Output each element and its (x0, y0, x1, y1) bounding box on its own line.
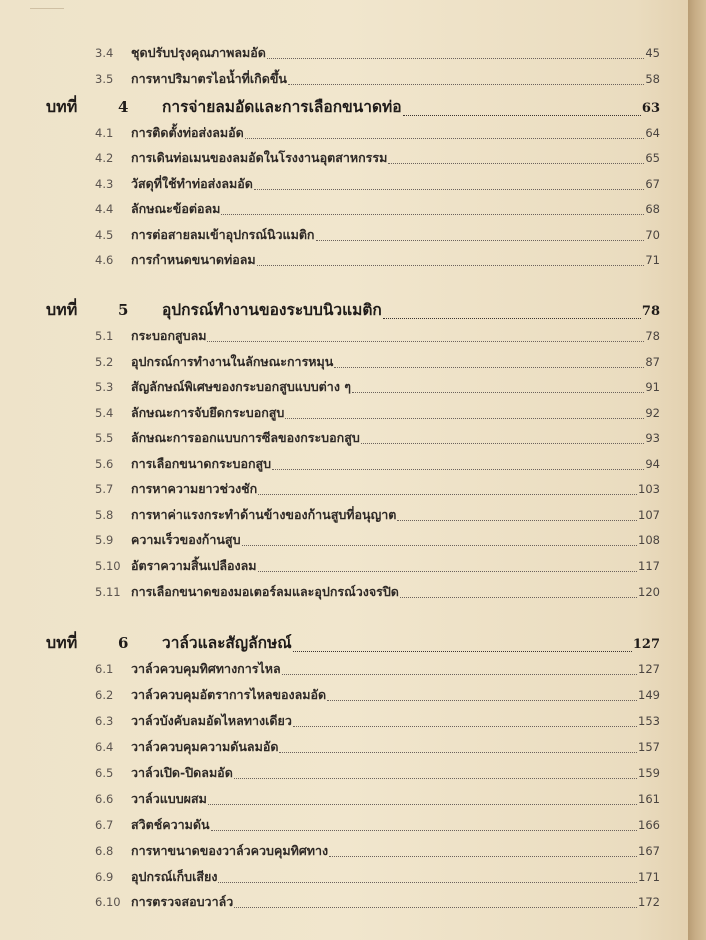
section-title: การติดตั้งท่อส่งลมอัด (131, 125, 244, 140)
page-number: 64 (645, 126, 660, 140)
leader-dots (242, 544, 638, 546)
page-number: 78 (641, 304, 660, 319)
section-title: อัตราความสิ้นเปลืองลม (131, 558, 257, 573)
section-number: 4.4 (95, 202, 114, 216)
leader-dots (288, 83, 644, 85)
leader-dots (208, 803, 637, 805)
leader-dots (293, 725, 637, 727)
toc-entry (95, 352, 660, 372)
page-number: 92 (645, 406, 660, 420)
section-title: วาล์วควบคุมอัตราการไหลของลมอัด (131, 687, 327, 702)
page-number: 108 (638, 533, 660, 547)
chapter-number: 4 (118, 98, 129, 116)
section-number: 5.3 (95, 380, 114, 394)
section-number: 4.1 (95, 126, 114, 140)
leader-dots (279, 751, 637, 753)
section-title: วัสดุที่ใช้ทำท่อส่งลมอัด (131, 176, 253, 191)
page-number: 93 (645, 431, 660, 445)
page-number: 166 (638, 818, 660, 832)
section-title: ลักษณะการออกแบบการซีลของกระบอกสูบ (131, 430, 360, 445)
section-number: 6.3 (95, 714, 114, 728)
section-number: 5.5 (95, 431, 114, 445)
page-number: 171 (638, 870, 660, 884)
toc-entry (95, 815, 660, 835)
chapter-heading (46, 94, 660, 120)
toc-entry (95, 123, 660, 143)
section-title: การเลือกขนาดของมอเตอร์ลมและอุปกรณ์วงจรปิด (131, 584, 399, 599)
leader-dots (218, 881, 637, 883)
section-title: การตรวจสอบวาล์ว (131, 894, 234, 909)
toc-entry (95, 763, 660, 783)
section-title: วาล์วควบคุมความดันลมอัด (131, 739, 279, 754)
top-rule (30, 8, 64, 9)
page-number: 45 (645, 46, 660, 60)
section-number: 5.6 (95, 457, 114, 471)
leader-dots (221, 213, 644, 215)
section-number: 6.4 (95, 740, 114, 754)
section-title: การต่อสายลมเข้าอุปกรณ์นิวแมติก (131, 227, 315, 242)
chapter-title: การจ่ายลมอัดและการเลือกขนาดท่อ (162, 97, 402, 116)
toc-entry (95, 428, 660, 448)
toc-entry (95, 250, 660, 270)
page-number: 63 (641, 101, 660, 116)
page-number: 91 (645, 380, 660, 394)
toc-entry (95, 377, 660, 397)
page-number: 107 (638, 508, 660, 522)
page-number: 157 (638, 740, 660, 754)
toc-entry (95, 841, 660, 861)
section-number: 3.5 (95, 72, 114, 86)
leader-dots (327, 699, 637, 701)
section-number: 4.5 (95, 228, 114, 242)
page-number: 94 (645, 457, 660, 471)
page-number: 87 (645, 355, 660, 369)
chapter-number: 5 (118, 301, 129, 319)
section-title: การหาความยาวช่วงชัก (131, 481, 258, 496)
leader-dots (245, 137, 645, 139)
leader-dots (258, 493, 637, 495)
chapter-heading (46, 630, 660, 656)
page-number: 67 (645, 177, 660, 191)
toc-entry (95, 711, 660, 731)
section-number: 6.9 (95, 870, 114, 884)
toc-entry (95, 479, 660, 499)
page-number: 172 (638, 895, 660, 909)
toc-entry (95, 454, 660, 474)
chapter-number: 6 (118, 634, 129, 652)
section-title: การหาปริมาตรไอน้ำที่เกิดขึ้น (131, 71, 287, 86)
section-number: 4.3 (95, 177, 114, 191)
leader-dots (267, 57, 644, 59)
section-number: 6.7 (95, 818, 114, 832)
toc-entry (95, 659, 660, 679)
section-number: 5.10 (95, 559, 121, 573)
leader-dots (254, 188, 645, 190)
section-number: 5.7 (95, 482, 114, 496)
section-number: 6.1 (95, 662, 114, 676)
section-title: การหาค่าแรงกระทำด้านข้างของก้านสูบที่อนุญาต (131, 507, 397, 522)
section-number: 5.2 (95, 355, 114, 369)
chapter-heading (46, 297, 660, 323)
section-number: 6.6 (95, 792, 114, 806)
page-number: 127 (638, 662, 660, 676)
section-title: สวิตช์ความดัน (131, 817, 210, 832)
section-title: วาล์วบังคับลมอัดไหลทางเดียว (131, 713, 292, 728)
leader-dots (234, 906, 637, 908)
section-title: ลักษณะการจับยึดกระบอกสูบ (131, 405, 285, 420)
section-title: ชุดปรับปรุงคุณภาพลมอัด (131, 45, 266, 60)
page-number: 65 (645, 151, 660, 165)
section-title: อุปกรณ์การทำงานในลักษณะการหมุน (131, 354, 334, 369)
toc-entry (95, 892, 660, 912)
toc-entry (95, 789, 660, 809)
toc-entry (95, 199, 660, 219)
section-number: 3.4 (95, 46, 114, 60)
section-number: 4.2 (95, 151, 114, 165)
section-number: 4.6 (95, 253, 114, 267)
leader-dots (211, 829, 637, 831)
page-number: 68 (645, 202, 660, 216)
chapter-title: อุปกรณ์ทำงานของระบบนิวแมติก (162, 300, 382, 319)
toc-entry (95, 867, 660, 887)
section-title: การหาขนาดของวาล์วควบคุมทิศทาง (131, 843, 329, 858)
leader-dots (361, 442, 645, 444)
page-number: 120 (638, 585, 660, 599)
toc-entry (95, 225, 660, 245)
section-title: สัญลักษณ์พิเศษของกระบอกสูบแบบต่าง ๆ (131, 379, 351, 394)
leader-dots (257, 264, 645, 266)
chapter-label: บทที่ (46, 97, 78, 116)
leader-dots (272, 468, 644, 470)
section-title: วาล์วแบบผสม (131, 791, 207, 806)
page-number: 70 (645, 228, 660, 242)
section-title: กระบอกสูบลม (131, 328, 207, 343)
section-number: 5.8 (95, 508, 114, 522)
section-number: 6.8 (95, 844, 114, 858)
page-number: 103 (638, 482, 660, 496)
toc-entry (95, 69, 660, 89)
toc-entry (95, 43, 660, 63)
section-number: 5.1 (95, 329, 114, 343)
section-title: ลักษณะข้อต่อลม (131, 201, 221, 216)
page-number: 78 (645, 329, 660, 343)
leader-dots (383, 317, 641, 319)
section-number: 5.9 (95, 533, 114, 547)
toc-entry (95, 174, 660, 194)
leader-dots (329, 855, 637, 857)
section-title: การเดินท่อเมนของลมอัดในโรงงานอุตสาหกรรม (131, 150, 388, 165)
toc-entry (95, 148, 660, 168)
section-number: 5.11 (95, 585, 121, 599)
section-number: 6.10 (95, 895, 121, 909)
chapter-label: บทที่ (46, 633, 78, 652)
page-number: 58 (645, 72, 660, 86)
section-title: วาล์วเปิด-ปิดลมอัด (131, 765, 233, 780)
page-number: 127 (632, 637, 660, 652)
section-number: 6.2 (95, 688, 114, 702)
toc-entry (95, 556, 660, 576)
toc-entry (95, 505, 660, 525)
leader-dots (293, 650, 632, 652)
section-number: 6.5 (95, 766, 114, 780)
book-spine-shadow (688, 0, 706, 940)
chapter-label: บทที่ (46, 300, 78, 319)
page-number: 149 (638, 688, 660, 702)
section-title: การกำหนดขนาดท่อลม (131, 252, 256, 267)
page-number: 153 (638, 714, 660, 728)
section-title: ความเร็วของก้านสูบ (131, 532, 241, 547)
page-number: 117 (638, 559, 660, 573)
leader-dots (207, 340, 644, 342)
page-number: 159 (638, 766, 660, 780)
section-title: อุปกรณ์เก็บเสียง (131, 869, 218, 884)
page-number: 71 (645, 253, 660, 267)
leader-dots (352, 391, 644, 393)
leader-dots (234, 777, 637, 779)
page-number: 167 (638, 844, 660, 858)
leader-dots (316, 239, 645, 241)
leader-dots (282, 673, 637, 675)
section-title: วาล์วควบคุมทิศทางการไหล (131, 661, 281, 676)
leader-dots (258, 570, 637, 572)
leader-dots (400, 596, 637, 598)
section-title: การเลือกขนาดกระบอกสูบ (131, 456, 272, 471)
toc-entry (95, 326, 660, 346)
toc-entry (95, 685, 660, 705)
leader-dots (403, 114, 641, 116)
leader-dots (388, 162, 644, 164)
toc-entry (95, 403, 660, 423)
toc-entry (95, 737, 660, 757)
page-number: 161 (638, 792, 660, 806)
chapter-title: วาล์วและสัญลักษณ์ (162, 633, 292, 652)
leader-dots (334, 366, 644, 368)
section-number: 5.4 (95, 406, 114, 420)
toc-entry (95, 530, 660, 550)
leader-dots (285, 417, 644, 419)
toc-entry (95, 582, 660, 602)
leader-dots (397, 519, 637, 521)
